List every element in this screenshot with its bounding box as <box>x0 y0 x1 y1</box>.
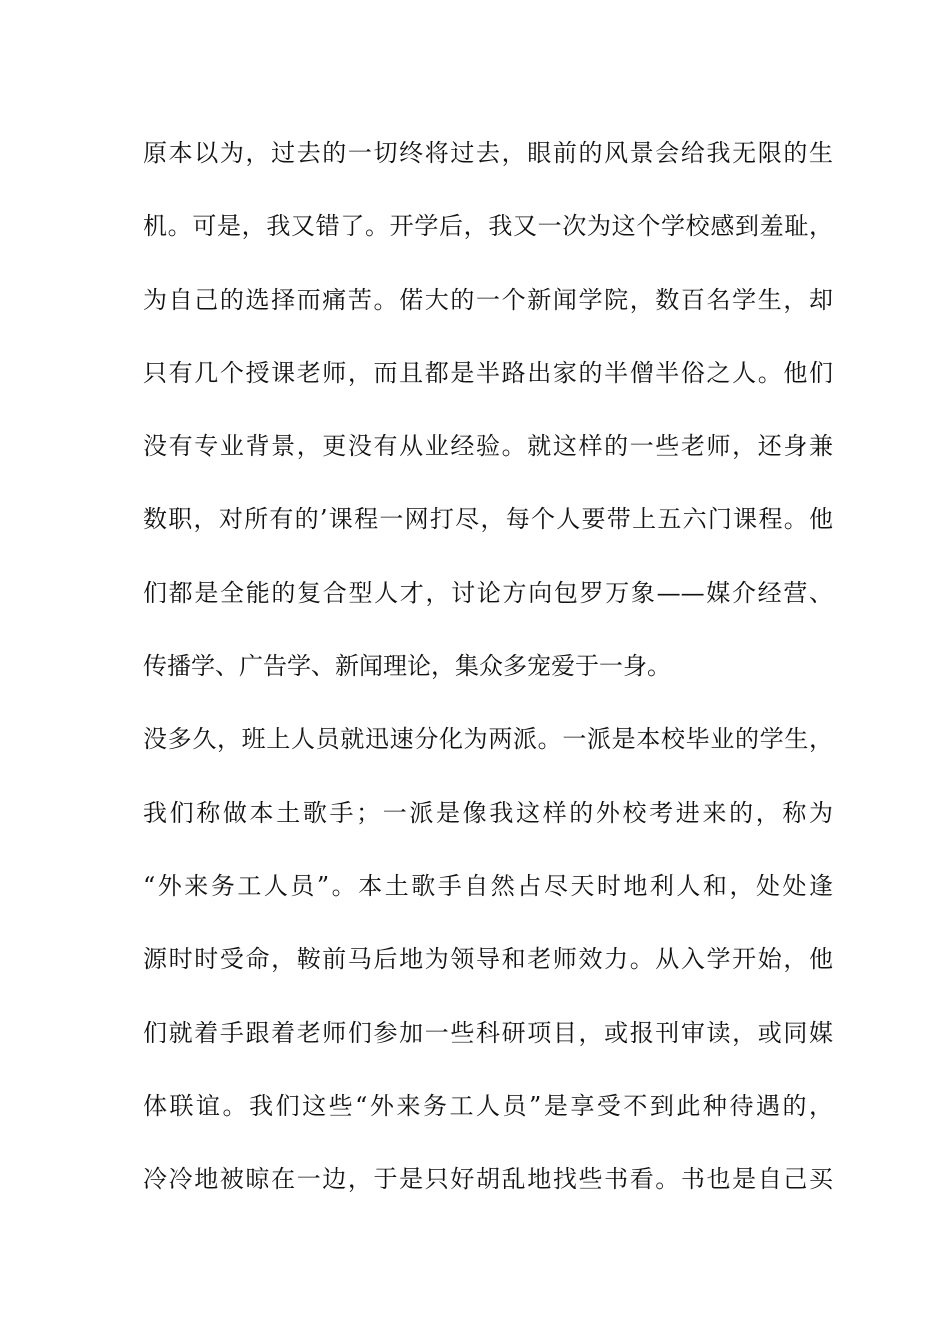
text-line-2: 机。可是，我又错了。开学后，我又一次为这个学校感到羞耻， <box>143 212 833 241</box>
text-line-11: “外来务工人员”。本土歌手自然占尽天时地利人和，处处逢 <box>143 871 833 900</box>
text-line-5: 没有专业背景，更没有从业经验。就这样的一些老师，还身兼 <box>143 432 833 461</box>
text-line-7: 们都是全能的复合型人才，讨论方向包罗万象——媒介经营、 <box>143 578 833 607</box>
text-line-13: 们就着手跟着老师们参加一些科研项目，或报刊审读，或同媒 <box>143 1018 833 1047</box>
body-text <box>143 130 833 1229</box>
text-line-15: 冷冷地被晾在一边，于是只好胡乱地找些书看。书也是自己买 <box>143 1165 833 1194</box>
text-line-3: 为自己的选择而痛苦。偌大的一个新闻学院，数百名学生，却 <box>143 285 833 314</box>
text-line-4: 只有几个授课老师，而且都是半路出家的半僧半俗之人。他们 <box>143 358 833 387</box>
text-line-10: 我们称做本土歌手；一派是像我这样的外校考进来的，称为 <box>143 798 833 827</box>
text-line-8: 传播学、广告学、新闻理论，集众多宠爱于一身。 <box>143 652 671 681</box>
text-line-9: 没多久，班上人员就迅速分化为两派。一派是本校毕业的学生， <box>143 725 833 754</box>
text-line-6: 数职，对所有的’课程一网打尽，每个人要带上五六门课程。他 <box>143 505 833 534</box>
text-line-14: 体联谊。我们这些“外来务工人员”是享受不到此种待遇的， <box>143 1091 833 1120</box>
text-line-1: 原本以为，过去的一切终将过去，眼前的风景会给我无限的生 <box>143 139 833 167</box>
text-line-12: 源时时受命，鞍前马后地为领导和老师效力。从入学开始，他 <box>143 945 833 974</box>
